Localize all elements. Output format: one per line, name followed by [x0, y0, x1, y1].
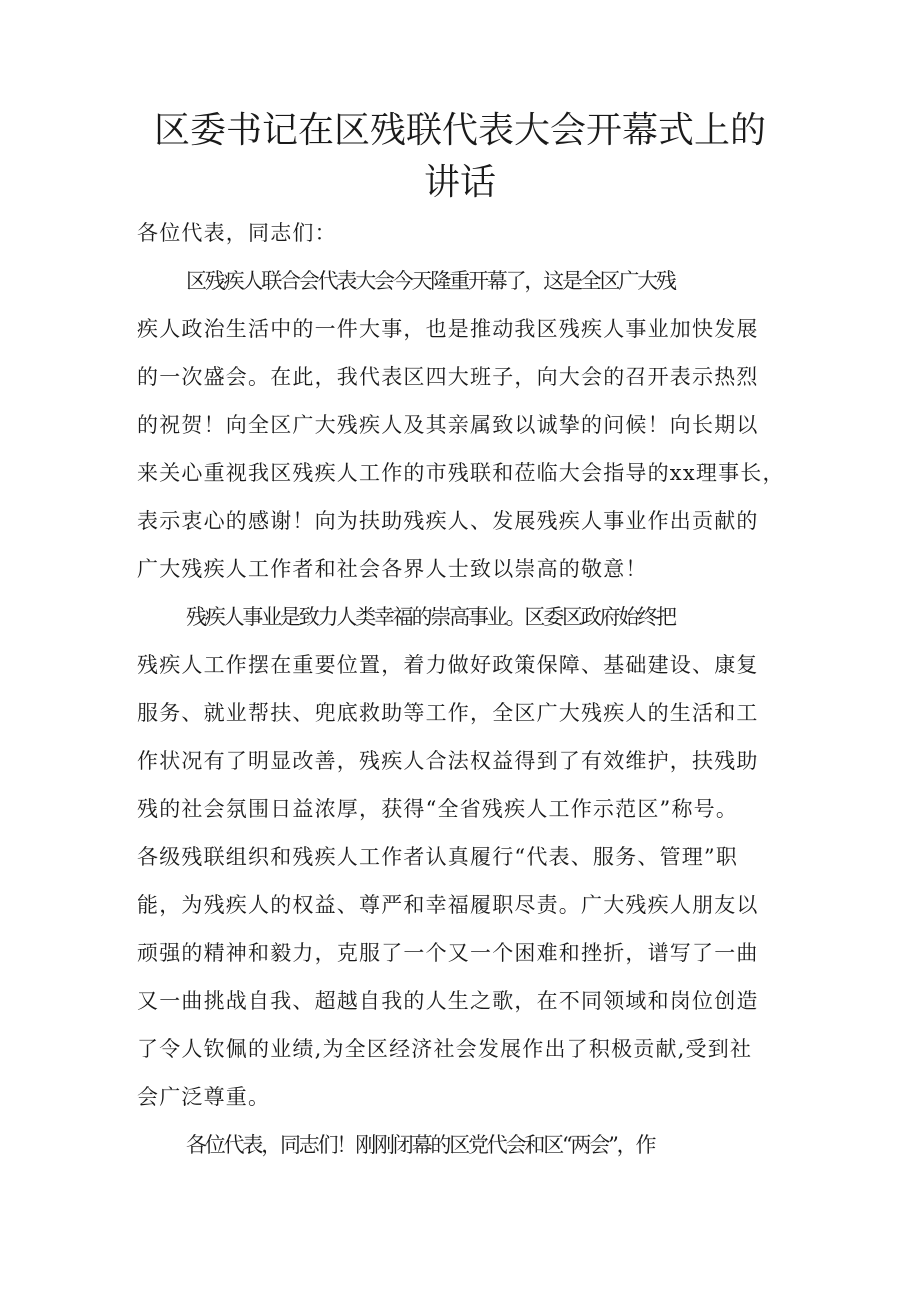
paragraph-1-line-5: 来关心重视我区残疾人工作的市残联和莅临大会指导的xx理事长， [137, 461, 785, 485]
paragraph-2-line-4: 作状况有了明显改善，残疾人合法权益得到了有效维护，扶残助 [137, 749, 759, 773]
paragraph-1-line-3: 的一次盛会。在此，我代表区四大班子，向大会的召开表示热烈 [137, 365, 759, 389]
paragraph-3-line-1: 各位代表，同志们！刚刚闭幕的区党代会和区“两会”，作 [186, 1133, 655, 1157]
document-title-line-1: 区委书记在区残联代表大会开幕式上的 [153, 110, 766, 151]
paragraph-2-line-2: 残疾人工作摆在重要位置，着力做好政策保障、基础建设、康复 [137, 653, 759, 677]
paragraph-2-line-9: 又一曲挑战自我、超越自我的人生之歌，在不同领域和岗位创造 [137, 989, 759, 1013]
paragraph-2-line-8: 顽强的精神和毅力，克服了一个又一个困难和挫折，谱写了一曲 [137, 941, 759, 965]
paragraph-1-line-2: 疾人政治生活中的一件大事，也是推动我区残疾人事业加快发展 [137, 317, 759, 341]
paragraph-1-line-6: 表示衷心的感谢！向为扶助残疾人、发展残疾人事业作出贡献的 [137, 509, 759, 533]
paragraph-2-line-11: 会广泛尊重。 [137, 1085, 271, 1109]
paragraph-2-line-10: 了令人钦佩的业绩,为全区经济社会发展作出了积极贡献,受到社 [137, 1037, 753, 1061]
paragraph-1-line-4: 的祝贺！向全区广大残疾人及其亲属致以诚挚的问候！向长期以 [137, 413, 759, 437]
document-title-line-2: 讲话 [423, 162, 496, 203]
paragraph-2-line-3: 服务、就业帮扶、兜底救助等工作，全区广大残疾人的生活和工 [137, 701, 759, 725]
paragraph-2-line-5: 残的社会氛围日益浓厚，获得“全省残疾人工作示范区”称号。 [137, 797, 739, 821]
paragraph-2-line-1: 残疾人事业是致力人类幸福的崇高事业。区委区政府始终把 [186, 605, 675, 629]
salutation: 各位代表，同志们： [137, 221, 337, 245]
paragraph-1-line-7: 广大残疾人工作者和社会各界人士致以崇高的敬意！ [137, 557, 648, 581]
paragraph-2-line-6: 各级残联组织和残疾人工作者认真履行“代表、服务、管理”职 [137, 845, 739, 869]
paragraph-1-line-1: 区残疾人联合会代表大会今天隆重开幕了，这是全区广大残 [186, 269, 675, 293]
paragraph-2-line-7: 能，为残疾人的权益、尊严和幸福履职尽责。广大残疾人朋友以 [137, 893, 759, 917]
